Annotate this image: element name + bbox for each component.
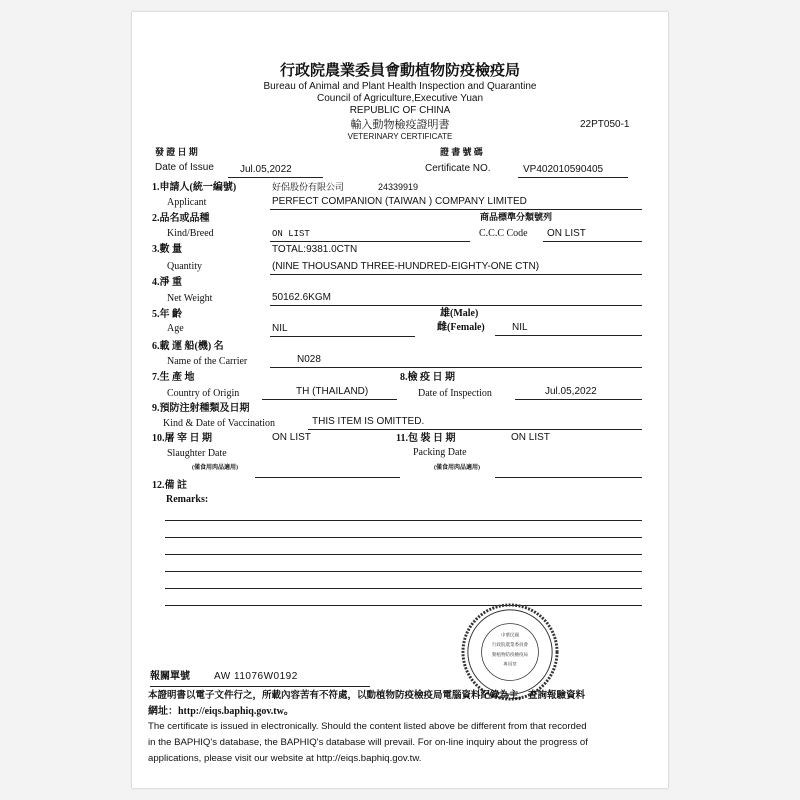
quantity-value: TOTAL:9381.0CTN [272,244,358,255]
age-value: NIL [272,323,288,334]
remarks-label-zh: 12.備 註 [152,480,187,491]
quantity-words: (NINE THOUSAND THREE-HUNDRED-EIGHTY-ONE CTN) [272,261,540,272]
seal-line3: 動植物防疫檢疫局 [492,652,528,658]
issue-date-label-zh: 發 證 日 期 [155,147,198,157]
inspection-value: Jul.05,2022 [545,386,597,397]
carrier-label: Name of the Carrier [167,356,248,367]
slaughter-value: ON LIST [272,432,311,443]
quantity-label-zh: 3.數 量 [152,244,182,255]
seal-line2: 行政院農業委員會 [492,643,528,649]
disclaimer-zh: 本證明書以電子文件行之，所載內容苦有不符處，以動植物防疫檢疫局電腦資料紀錄為主，查詢報驗資料 [148,691,586,701]
reference-code: 22PT050-1 [580,119,630,130]
slaughter-label: Slaughter Date [167,448,227,459]
council-name: Council of Agriculture,Executive Yuan [316,93,484,104]
inspection-label-zh: 8.檢 疫 日 期 [400,372,455,383]
seal-line4: 專用章 [503,662,517,668]
certificate-no-label-zh: 證 書 號 碼 [440,147,483,157]
packing-label-zh: 11.包 裝 日 期 [396,433,456,444]
disclaimer-en-line2: in the BAPHIQ's database, the BAPHIQ's database will prevail. For on-line inquiry about the progress of [148,737,588,748]
issue-date-value: Jul.05,2022 [240,164,292,175]
certificate-no-value: VP402010590405 [523,164,604,175]
applicant-label: Applicant [167,197,207,208]
applicant-value: PERFECT COMPANION (TAIWAN ) COMPANY LIMITED [272,196,527,207]
disclaimer-en-line3: applications, please visit our website at http://eiqs.baphiq.gov.tw. [148,753,422,764]
vaccination-label: Kind & Date of Vaccination [163,418,276,429]
remarks-label: Remarks: [166,494,209,505]
net-weight-label: Net Weight [167,293,213,304]
net-weight-label-zh: 4.淨 重 [152,277,182,288]
bureau-title-zh: 行政院農業委員會動植物防疫檢疫局 [279,62,520,79]
female-label: 雌(Female) [437,322,485,333]
applicant-label-zh: 1.申請人(統一編號) [152,182,237,193]
male-label: 雄(Male) [440,308,479,319]
age-label-zh: 5.年 齡 [152,309,182,320]
slaughter-note: (僅食用肉品適用) [192,465,238,471]
kind-label-zh: 2.品名或品種 [152,213,210,224]
packing-label: Packing Date [413,447,467,458]
customs-no-value: AW 11076W0192 [214,671,298,682]
net-weight-value: 50162.6KGM [272,292,331,303]
issue-date-label: Date of Issue [155,162,214,173]
vaccination-value: THIS ITEM IS OMITTED. [312,416,425,427]
seal-line1: 中華民國 [501,633,519,639]
applicant-tax-id: 24339919 [378,182,419,192]
vaccination-label-zh: 9.預防注射種類及日期 [152,403,250,414]
age-label: Age [167,323,184,334]
origin-value: TH (THAILAND) [296,386,369,397]
disclaimer-url-zh: 網址：http://eiqs.baphiq.gov.tw。 [148,706,294,717]
disclaimer-en-line1: The certificate is issued in electronically. Should the content listed above be different from that recorded [148,721,587,732]
country-name: REPUBLIC OF CHINA [349,105,451,116]
origin-label: Country of Origin [167,388,240,399]
kind-value: ON LIST [272,229,310,239]
certificate-no-label: Certificate NO. [425,163,491,174]
carrier-label-zh: 6.載 運 船(機) 名 [152,341,224,352]
carrier-value: N028 [297,354,321,365]
bureau-title-en: Bureau of Animal and Plant Health Inspection and Quarantine [263,81,537,92]
ccc-label: C.C.C Code [479,228,528,239]
customs-no-label: 報關單號 [150,671,190,682]
origin-label-zh: 7.生 產 地 [152,372,195,383]
certificate-title-zh: 輸入動物檢疫證明書 [350,119,450,131]
inspection-label: Date of Inspection [418,388,492,399]
certificate-title-en: VETERINARY CERTIFICATE [347,132,453,141]
kind-label: Kind/Breed [167,228,214,239]
slaughter-label-zh: 10.屠 宰 日 期 [152,433,212,444]
quantity-label: Quantity [167,261,202,272]
packing-note: (僅食用肉品適用) [434,465,480,471]
ccc-value: ON LIST [547,228,586,239]
ccc-label-zh: 商品標準分類號列 [480,212,553,222]
official-seal [461,603,559,701]
packing-value: ON LIST [511,432,550,443]
applicant-value-zh: 好侶股份有限公司 [272,182,345,192]
female-value: NIL [512,322,528,333]
